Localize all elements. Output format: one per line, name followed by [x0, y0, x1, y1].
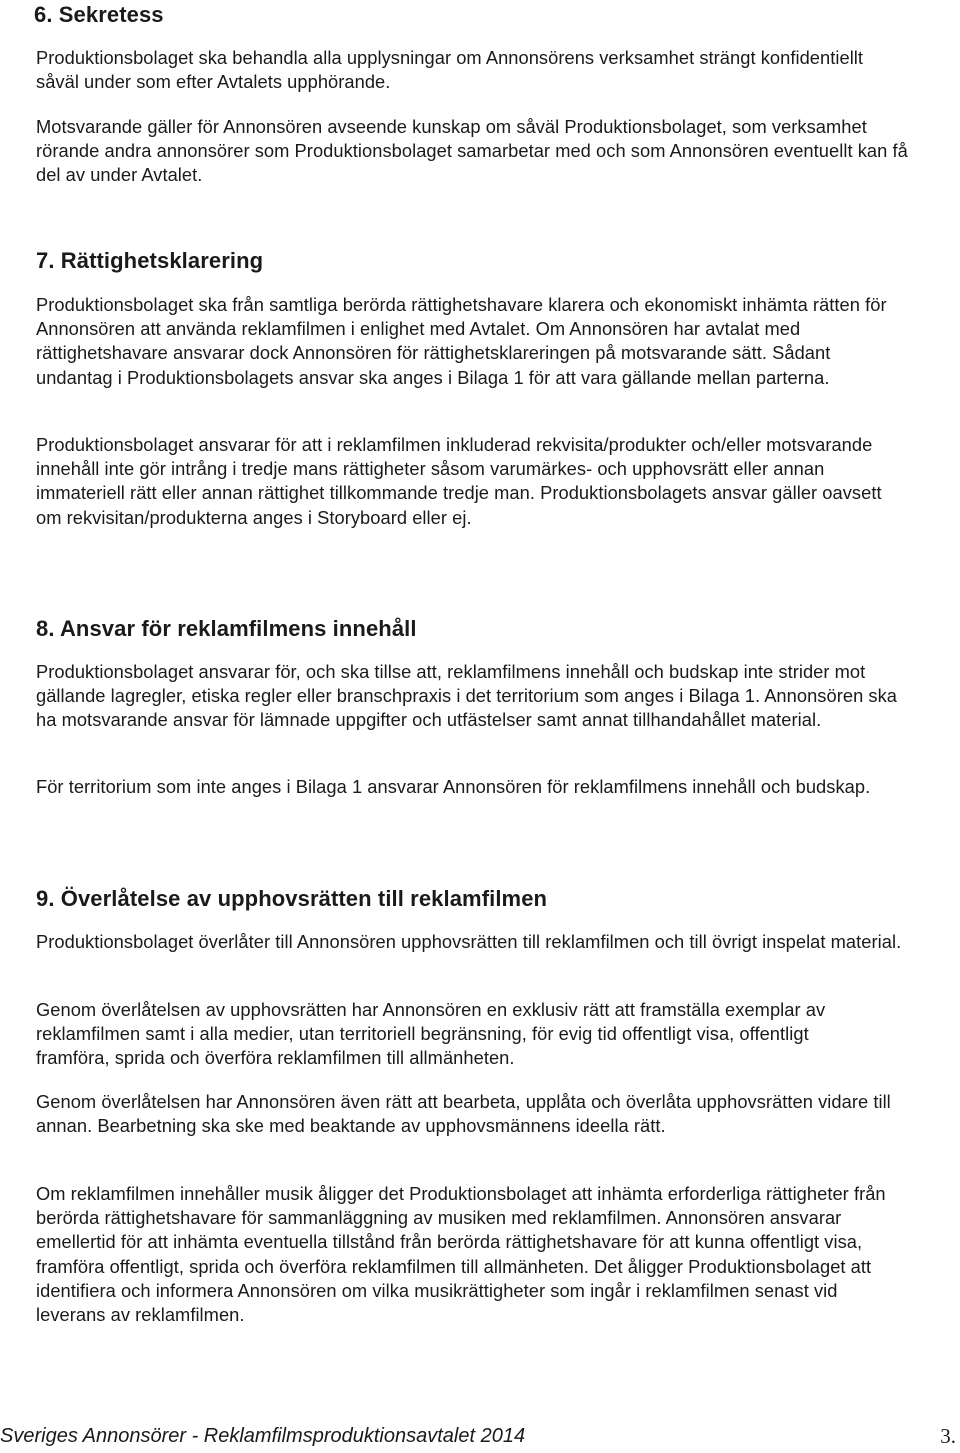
section-8-paragraph-2: För territorium som inte anges i Bilaga 1 ansvarar Annonsören för reklamfilmens innehåll och budskap.	[36, 776, 871, 797]
section-6-paragraph-2: Motsvarande gäller för Annonsören avseende kunskap om såväl Produktionsbolaget, som verksamhet rörande andra annonsörer som Produktionsbolaget samarbetar med och som Annonsören eventuellt kan få del av under Avtalet.	[36, 116, 908, 186]
section-7-paragraph-2: Produktionsbolaget ansvarar för att i reklamfilmen inkluderad rekvisita/produkter och/eller motsvarande innehåll inte gör intrång i tredje mans rättigheter såsom varumärkes- och upphovsrätt eller annan immateriell rätt eller annan rättighet tillkommande tredje man. Produktionsbolagets ansvar gäller oavsett om rekvisitan/produkterna anges i Storyboard eller ej.	[36, 434, 882, 528]
section-8-title: 8. Ansvar för reklamfilmens innehåll	[36, 616, 417, 641]
section-6-paragraph-1: Produktionsbolaget ska behandla alla upplysningar om Annonsörens verksamhet strängt konfidentiellt såväl under som efter Avtalets upphörande.	[36, 47, 864, 93]
footer-page-number: 3.	[940, 1424, 956, 1448]
section-9-paragraph-2: Genom överlåtelsen av upphovsrätten har Annonsören en exklusiv rätt att framställa exemplar av reklamfilmen samt i alla medier, utan territoriell begränsning, för evig tid offentligt visa, offentligt framföra, sprida och överföra reklamfilmen till allmänheten.	[36, 999, 826, 1069]
section-7-title: 7. Rättighetsklarering	[36, 248, 264, 273]
footer-document-title: Sveriges Annonsörer - Reklamfilmsproduktionsavtalet 2014	[0, 1425, 526, 1447]
section-9-title: 9. Överlåtelse av upphovsrätten till reklamfilmen	[36, 886, 548, 911]
section-6-title: 6. Sekretess	[34, 2, 164, 27]
section-9-paragraph-3: Genom överlåtelsen har Annonsören även rätt att bearbeta, upplåta och överlåta upphovsrätten vidare till annan. Bearbetning ska ske med beaktande av upphovsmännens ideella rätt.	[36, 1091, 891, 1137]
section-8-paragraph-1: Produktionsbolaget ansvarar för, och ska tillse att, reklamfilmens innehåll och budskap inte strider mot gällande lagregler, etiska regler eller branschpraxis i det territorium som anges i Bilaga 1. Annonsören ska ha motsvarande ansvar för lämnade uppgifter och utfästelser samt annat tillhandahållet material.	[36, 661, 898, 731]
section-9-paragraph-4: Om reklamfilmen innehåller musik åligger det Produktionsbolaget att inhämta erforderliga rättigheter från berörda rättighetshavare för sammanläggning av musiken med reklamfilmen. Annonsören ansvarar emellertid för att inhämta eventuella tillstånd från berörda rättighetshavare för att kunna offentligt visa, framföra offentligt, sprida och överföra reklamfilmen till allmänheten. Det åligger Produktionsbolaget att identifiera och informera Annonsören om vilka musikrättigheter som ingår i reklamfilmen senast vid leverans av reklamfilmen.	[36, 1183, 886, 1326]
section-9-paragraph-1: Produktionsbolaget överlåter till Annonsören upphovsrätten till reklamfilmen och till övrigt inspelat material.	[36, 931, 902, 952]
section-7-paragraph-1: Produktionsbolaget ska från samtliga berörda rättighetshavare klarera och ekonomiskt inhämta rätten för Annonsören att använda reklamfilmen i enlighet med Avtalet. Om Annonsören har avtalat med rättighetshavare ansvarar dock Annonsören för rättighetsklareringen på motsvarande sätt. Sådant undantag i Produktionsbolagets ansvar ska anges i Bilaga 1 för att vara gällande mellan parterna.	[36, 294, 887, 388]
